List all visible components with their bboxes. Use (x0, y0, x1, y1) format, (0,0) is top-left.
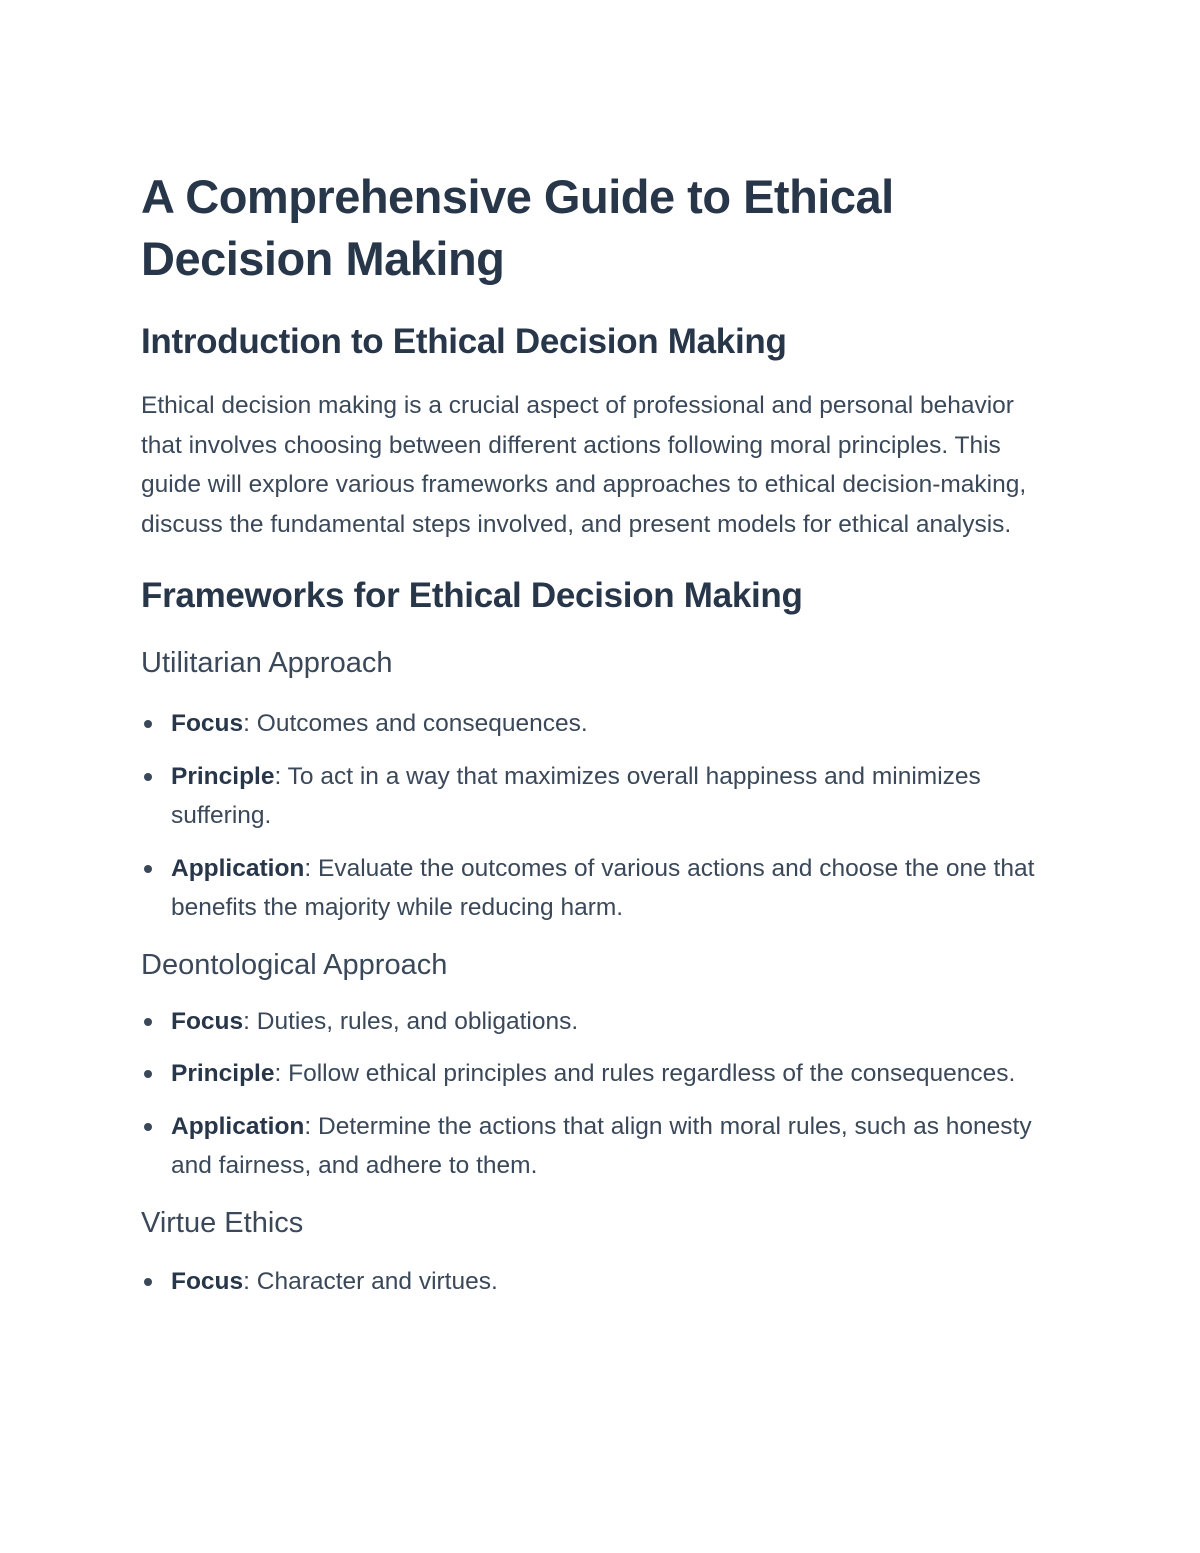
item-label: Principle (171, 762, 275, 790)
item-label: Application (171, 1112, 305, 1140)
bullet-icon (144, 865, 152, 873)
list-item (141, 704, 1050, 744)
document-title: A Comprehensive Guide to Ethical Decision Making (141, 170, 894, 285)
list-item (141, 1262, 1050, 1302)
item-text: : Determine the actions that align with moral rules, such as honesty and fairness, and adhere to them. (171, 1112, 1032, 1179)
item-text: : Character and virtues. (243, 1267, 498, 1295)
item-label: Focus (171, 1007, 244, 1035)
bullet-icon (144, 1070, 152, 1078)
item-label: Focus (171, 1267, 244, 1295)
item-text: : To act in a way that maximizes overall happiness and minimizes suffering. (171, 762, 981, 829)
item-text: : Outcomes and consequences. (243, 710, 588, 737)
item-text: : Follow ethical principles and rules regardless of the consequences. (274, 1060, 1016, 1087)
virtue-ethics-heading: Virtue Ethics (141, 1206, 304, 1239)
item-label: Principle (171, 1060, 275, 1087)
utilitarian-heading: Utilitarian Approach (141, 647, 393, 679)
bullet-icon (144, 1278, 152, 1286)
deontological-list (141, 1002, 1050, 1186)
bullet-icon (144, 720, 152, 728)
bullet-icon (144, 773, 152, 781)
frameworks-heading: Frameworks for Ethical Decision Making (141, 576, 803, 615)
utilitarian-list (141, 704, 1050, 928)
list-item (141, 1107, 1050, 1186)
item-label: Application (171, 854, 305, 882)
item-text: : Evaluate the outcomes of various actions and choose the one that benefits the majority while reducing harm. (171, 854, 1035, 921)
list-item (141, 757, 1050, 836)
bullet-icon (144, 1018, 152, 1026)
item-label: Focus (171, 710, 244, 737)
bullet-icon (144, 1123, 152, 1131)
item-text: : Duties, rules, and obligations. (243, 1007, 579, 1035)
list-item (141, 1002, 1050, 1042)
intro-heading: Introduction to Ethical Decision Making (141, 322, 787, 361)
virtue-ethics-list (141, 1262, 1050, 1302)
deontological-heading: Deontological Approach (141, 948, 448, 981)
intro-paragraph: Ethical decision making is a crucial aspect of professional and personal behavior that involves choosing between different actions following moral principles. This guide will explore various frameworks and approaches to ethical decision-making, discuss the fundamental steps involved, and present models for ethical analysis. (141, 392, 1027, 538)
list-item (141, 849, 1050, 928)
list-item (141, 1054, 1050, 1094)
